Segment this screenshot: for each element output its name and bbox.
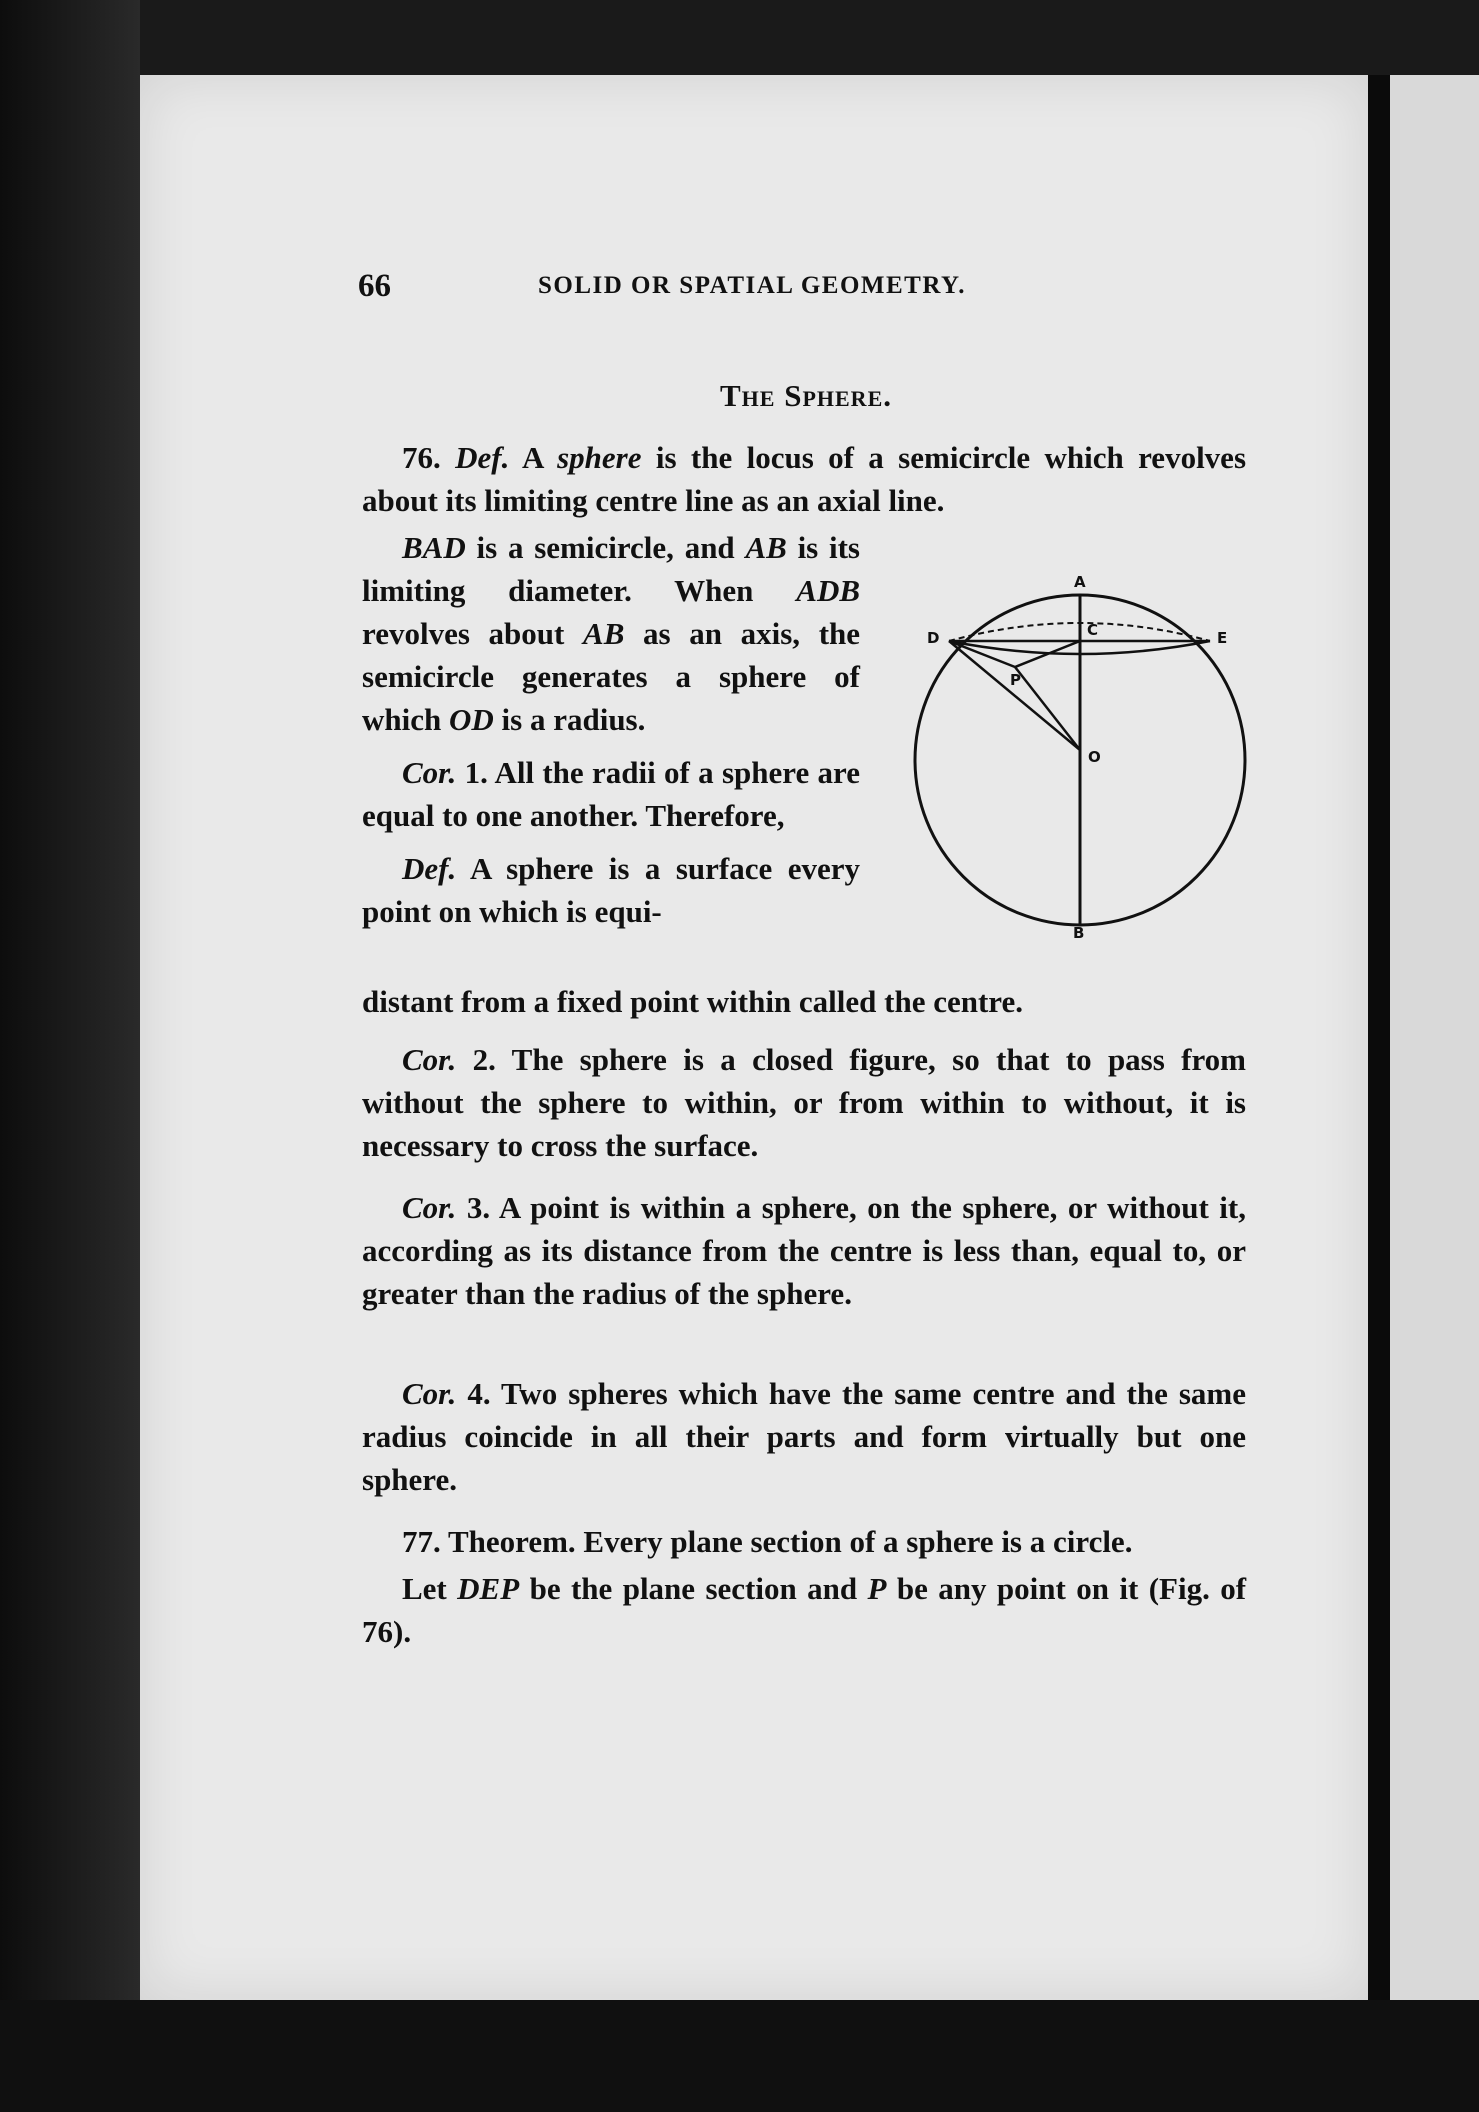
text-fragment: as an axis, the semicircle generates a sphere of which [362, 616, 861, 737]
corollary-1-text: 1. All the radii of a sphere are equal to one another. Therefore, [362, 755, 860, 833]
corollary-2-text: 2. The sphere is a closed figure, so that to pass from without the sphere to within, or from within to without, it is necessary to cross the surface. [362, 1042, 1246, 1163]
definition-2-text: A sphere is a surface every point on which is equi- [362, 851, 860, 929]
corollary-3-text: 3. A point is within a sphere, on the sphere, or without it, according as its distance from the centre is less than, equal to, or greater than the radius of the sphere. [362, 1190, 1246, 1311]
text-fragment: be any point on it (Fig. of 76). [362, 1571, 1247, 1649]
label-b: B [1073, 924, 1085, 942]
section-title: The Sphere. [720, 378, 892, 413]
line-do [949, 641, 1080, 750]
page-number: 66 [358, 268, 391, 304]
symbol: P [867, 1571, 887, 1606]
paragraph-76 [362, 436, 1246, 522]
cor-label: Cor. [402, 1190, 457, 1225]
label-p: P [1010, 671, 1021, 689]
running-head: SOLID OR SPATIAL GEOMETRY. [538, 272, 967, 299]
line-dp [949, 641, 1015, 667]
article-number: 77. [402, 1524, 441, 1559]
def-label: Def. [455, 440, 510, 475]
label-d: D [927, 629, 940, 647]
facing-page-edge [1390, 75, 1479, 2000]
page-header [358, 268, 1058, 308]
line-po [1015, 667, 1080, 750]
label-e: E [1217, 629, 1228, 647]
text-fragment: is a semicircle, and [476, 530, 735, 565]
theorem-label: Theorem. [447, 1524, 576, 1559]
cor-label: Cor. [402, 1376, 457, 1411]
text-fragment: be the plane section and [529, 1571, 858, 1606]
scan-bottom-margin [0, 2000, 1479, 2112]
text-fragment: revolves about [362, 616, 565, 651]
text-fragment: A [522, 440, 543, 475]
label-a: A [1074, 573, 1086, 591]
label-o: O [1088, 748, 1101, 766]
symbol: ADB [796, 573, 861, 608]
sphere-figure [905, 555, 1265, 945]
cor-label: Cor. [402, 755, 457, 790]
symbol: AB [745, 530, 787, 565]
definition-2-continuation [362, 980, 1246, 1023]
symbol: DEP [457, 1571, 520, 1606]
article-number: 76. [402, 440, 441, 475]
symbol: BAD [402, 530, 466, 565]
text-fragment: is its limiting diameter. When [362, 530, 861, 608]
theorem-text: Every plane section of a sphere is a circle. [583, 1524, 1133, 1559]
figure-side-text [362, 526, 860, 933]
text-fragment: Let [402, 1571, 447, 1606]
corollary-3 [362, 1186, 1246, 1315]
text-fragment: distant from a fixed point within called the centre. [362, 984, 1024, 1019]
corollary-4-text: 4. Two spheres which have the same centre and the same radius coincide in all their parts and form virtually but one sphere. [362, 1376, 1247, 1497]
scan-dark-margin [0, 0, 140, 2112]
text-fragment: is a radius. [501, 702, 646, 737]
symbol: OD [449, 702, 494, 737]
paragraph-77 [362, 1520, 1246, 1653]
page-edge-shadow [1368, 75, 1390, 2000]
cor-label: Cor. [402, 1042, 457, 1077]
term-sphere: sphere [557, 440, 642, 475]
corollary-2 [362, 1038, 1246, 1167]
def-label: Def. [402, 851, 457, 886]
symbol: AB [583, 616, 625, 651]
corollary-4 [362, 1372, 1246, 1501]
label-c: C [1087, 621, 1099, 639]
definition-text: is the locus of a semicircle which revolves about its limiting centre line as an axial line. [362, 440, 1247, 518]
